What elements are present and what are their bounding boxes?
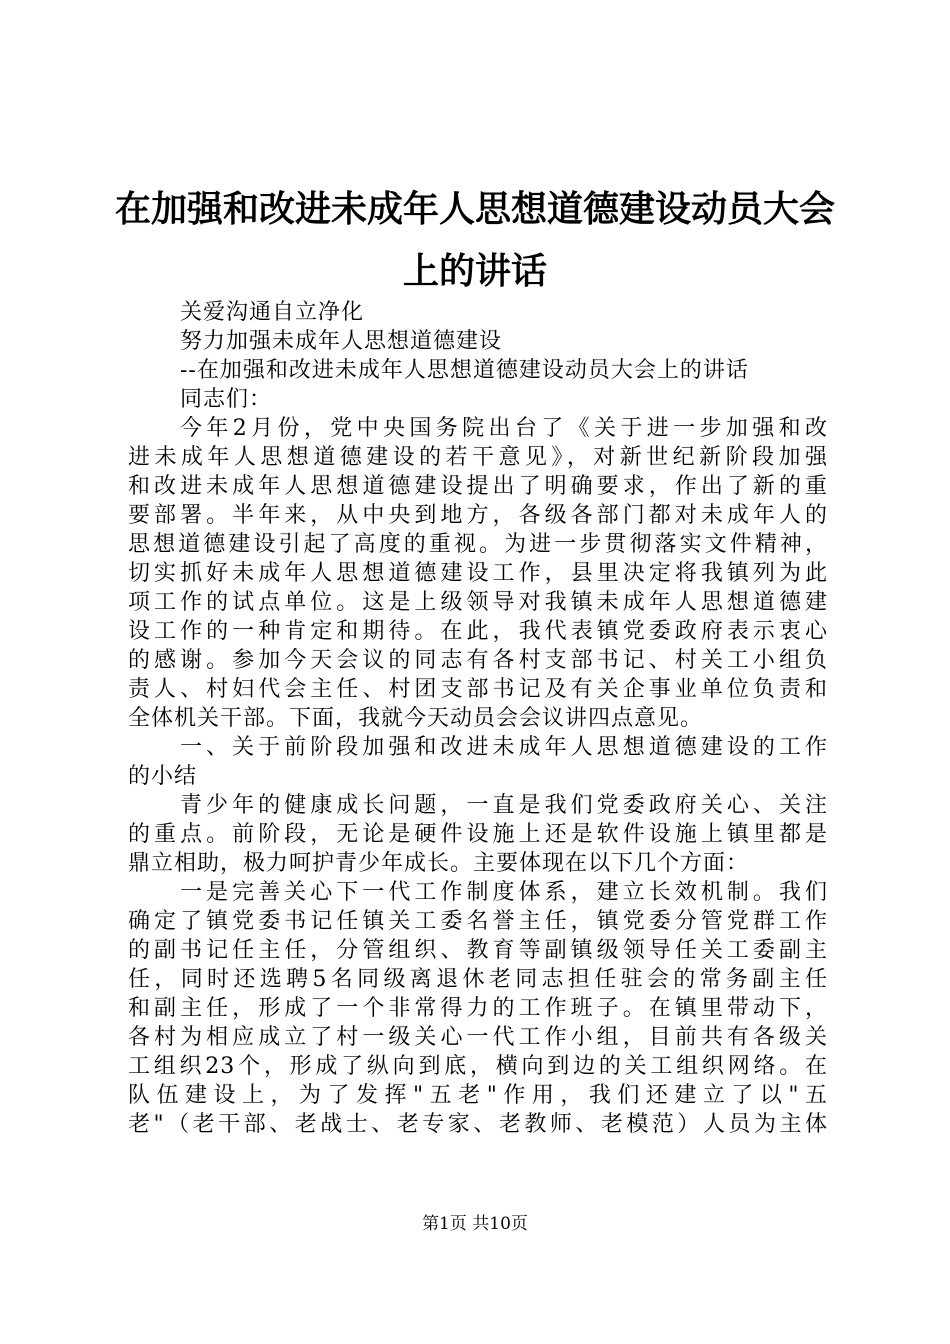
text-line: 切实抓好未成年人思想道德建设工作，县里决定将我镇列为此 — [128, 561, 828, 586]
text-line: 各村为相应成立了村一级关心一代工作小组，目前共有各级关 — [128, 1025, 828, 1050]
text-line: 设工作的一种肯定和期待。在此，我代表镇党委政府表示衷心 — [128, 619, 828, 644]
text-line: 青少年的健康成长问题，一直是我们党委政府关心、关注 — [180, 793, 828, 818]
text-line: 思想道德建设引起了高度的重视。为进一步贯彻落实文件精神， — [128, 532, 828, 557]
text-line: 的感谢。参加今天会议的同志有各村支部书记、村关工小组负 — [128, 648, 828, 673]
text-line: 老"（老干部、老战士、老专家、老教师、老模范）人员为主体 — [128, 1112, 828, 1137]
text-line: 同志们： — [180, 387, 273, 412]
page-footer: 第1页 共10页 — [422, 1214, 528, 1234]
text-line: 任，同时还选聘5名同级离退休老同志担任驻会的常务副主任 — [128, 967, 828, 992]
text-line: 一、关于前阶段加强和改进未成年人思想道德建设的工作 — [180, 735, 828, 760]
text-line: 工组织23个，形成了纵向到底，横向到边的关工组织网络。在 — [128, 1054, 828, 1079]
text-line: 关爱沟通自立净化 — [180, 300, 365, 325]
document-body — [128, 298, 828, 1139]
text-line: 要部署。半年来，从中央到地方，各级各部门都对未成年人的 — [128, 503, 828, 528]
text-line: 队伍建设上，为了发挥"五老"作用，我们还建立了以"五 — [128, 1083, 828, 1108]
text-line: 责人、村妇代会主任、村团支部书记及有关企事业单位负责和 — [128, 677, 828, 702]
text-line: 今年2月份，党中央国务院出台了《关于进一步加强和改 — [180, 416, 828, 441]
text-line: 进未成年人思想道德建设的若干意见》，对新世纪新阶段加强 — [128, 445, 828, 470]
text-line: 和副主任，形成了一个非常得力的工作班子。在镇里带动下， — [128, 996, 828, 1021]
text-line: 努力加强未成年人思想道德建设 — [180, 329, 503, 354]
text-line: 的小结 — [128, 764, 198, 789]
text-line: 确定了镇党委书记任镇关工委名誉主任，镇党委分管党群工作 — [128, 909, 828, 934]
document-title-line-1: 在加强和改进未成年人思想道德建设动员大会 — [114, 188, 835, 230]
text-line: 项工作的试点单位。这是上级领导对我镇未成年人思想道德建 — [128, 590, 828, 615]
text-line: 一是完善关心下一代工作制度体系，建立长效机制。我们 — [180, 880, 828, 905]
text-line: 的副书记任主任，分管组织、教育等副镇级领导任关工委副主 — [128, 938, 828, 963]
document-title-line-2: 上的讲话 — [402, 250, 547, 292]
text-line: 鼎立相助，极力呵护青少年成长。主要体现在以下几个方面： — [128, 851, 750, 876]
text-line: 和改进未成年人思想道德建设提出了明确要求，作出了新的重 — [128, 474, 828, 499]
text-line: 全体机关干部。下面，我就今天动员会会议讲四点意见。 — [128, 706, 704, 731]
text-line: --在加强和改进未成年人思想道德建设动员大会上的讲话 — [180, 358, 749, 383]
text-line: 的重点。前阶段，无论是硬件设施上还是软件设施上镇里都是 — [128, 822, 828, 847]
